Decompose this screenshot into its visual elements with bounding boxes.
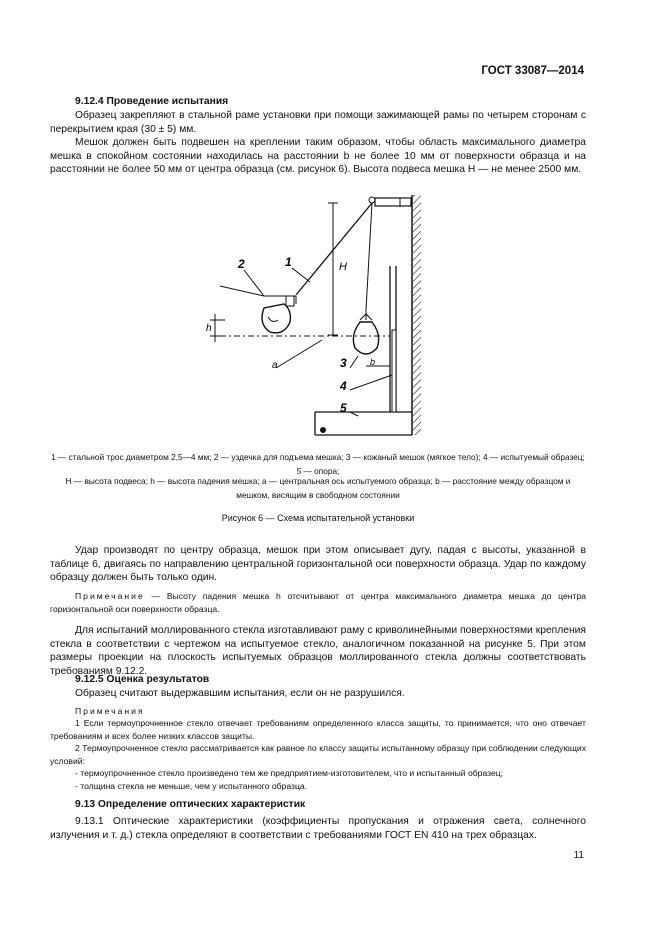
note-bullet-1: - термоупрочненное стекло произведено тем же предприятием-изготовителем, что и испытанный образец; xyxy=(75,768,504,778)
figure-caption: Рисунок 6 — Схема испытательной установки xyxy=(221,513,415,523)
label-2: 2 xyxy=(238,257,245,271)
paragraph-bent-glass: Для испытаний моллированного стекла изготавливают раму с криволинейными поверхностями крепления стекла в соответствии с чертежом на испытуемое стекло, аналогичном показанной на рисунке 5. При этом размеры проекции на плоскость испытуемых образцов моллированного стекла должны соответствовать требованиям 9.12.2. xyxy=(50,625,586,677)
paragraph-result: Образец считают выдержавшим испытания, если он не разрушился. xyxy=(75,688,405,699)
heading-9-12-4: 9.12.4 Проведение испытания xyxy=(75,96,229,107)
cable-1 xyxy=(296,203,372,310)
note-drop-height xyxy=(50,590,586,615)
label-h: h xyxy=(206,323,212,334)
wall xyxy=(412,195,421,435)
heading-9-12-5: 9.12.5 Оценка результатов xyxy=(75,674,210,685)
label-b: b xyxy=(370,357,376,367)
label-a: a xyxy=(272,360,278,371)
page-number: 11 xyxy=(573,850,584,861)
note-label: Примечание xyxy=(75,591,145,601)
figure-legend-line2: H — высота подвеса; h — высота падения мешка; a — центральная ось испытуемого образца; b — расстояние между образцом и мешком, висящим в свободном состоянии xyxy=(65,476,571,500)
label-5: 5 xyxy=(340,401,347,415)
label-3: 3 xyxy=(340,356,347,370)
paragraph-frame-clamping: Образец закрепляют в стальной раме установки при помощи зажимающей рамы по четырем сторонам с перекрытием края (30 ± 5) мм. xyxy=(50,110,586,135)
paragraph-impact: Удар производят по центру образца, мешок при этом описывает дугу, падая с высоты, указанной в таблице 6, двигаясь по направлению центральной горизонтальной оси поверхности образца. Удар по каждому образцу должен быть только один. xyxy=(50,545,586,583)
heading-9-13: 9.13 Определение оптических характеристик xyxy=(75,799,306,810)
label-H: H xyxy=(339,261,347,273)
label-4: 4 xyxy=(340,379,347,393)
bag-rest xyxy=(353,310,378,354)
test-setup-diagram xyxy=(200,190,440,445)
bag-raised xyxy=(220,286,296,333)
figure-legend-line1: 1 — стальной трос диаметром 2,5—4 мм; 2 — уздечка для подъема мешка; 3 — кожаный мешок (мягкое тело); 4 — испытуемый образец; 5 — опора; xyxy=(51,452,585,476)
note-text: — Высоту падения мешка h отсчитывают от центра максимального диаметра мешка до центра горизонтальной оси поверхности образца. xyxy=(50,591,586,614)
document-code: ГОСТ 33087—2014 xyxy=(481,65,584,77)
paragraph-bag-suspension: Мешок должен быть подвешен на креплении таким образом, чтобы область максимального диаметра мешка в спокойном состоянии находилась на расстоянии b не более 10 мм от поверхности образца и на расстоянии не более 50 мм от центра образца (см. рисунок 6). Высота подвеса мешка H — не менее 2500 мм. xyxy=(50,137,586,175)
note-1: 1 Если термоупрочненное стекло отвечает требованиям определенного класса защиты, то принимается, что оно отвечает требованиям и всех более низких классов защиты. xyxy=(50,718,586,741)
note-2: 2 Термоупрочненное стекло рассматривается как равное по классу защиты испытанному образцу при соблюдении следующих условий: xyxy=(50,743,586,766)
label-1: 1 xyxy=(285,255,292,269)
test-sample-4 xyxy=(392,330,396,412)
notes-label: Примечания xyxy=(75,706,145,716)
top-bracket xyxy=(369,197,411,206)
paragraph-optical: 9.13.1 Оптические характеристики (коэффициенты пропускания и отражения света, солнечного излучения и т. д.) стекла определяют в соответствии с требованиями ГОСТ EN 410 на трех образцах. xyxy=(50,816,586,841)
note-bullet-2: - толщина стекла не меньше, чем у испытанного образца. xyxy=(75,781,308,791)
